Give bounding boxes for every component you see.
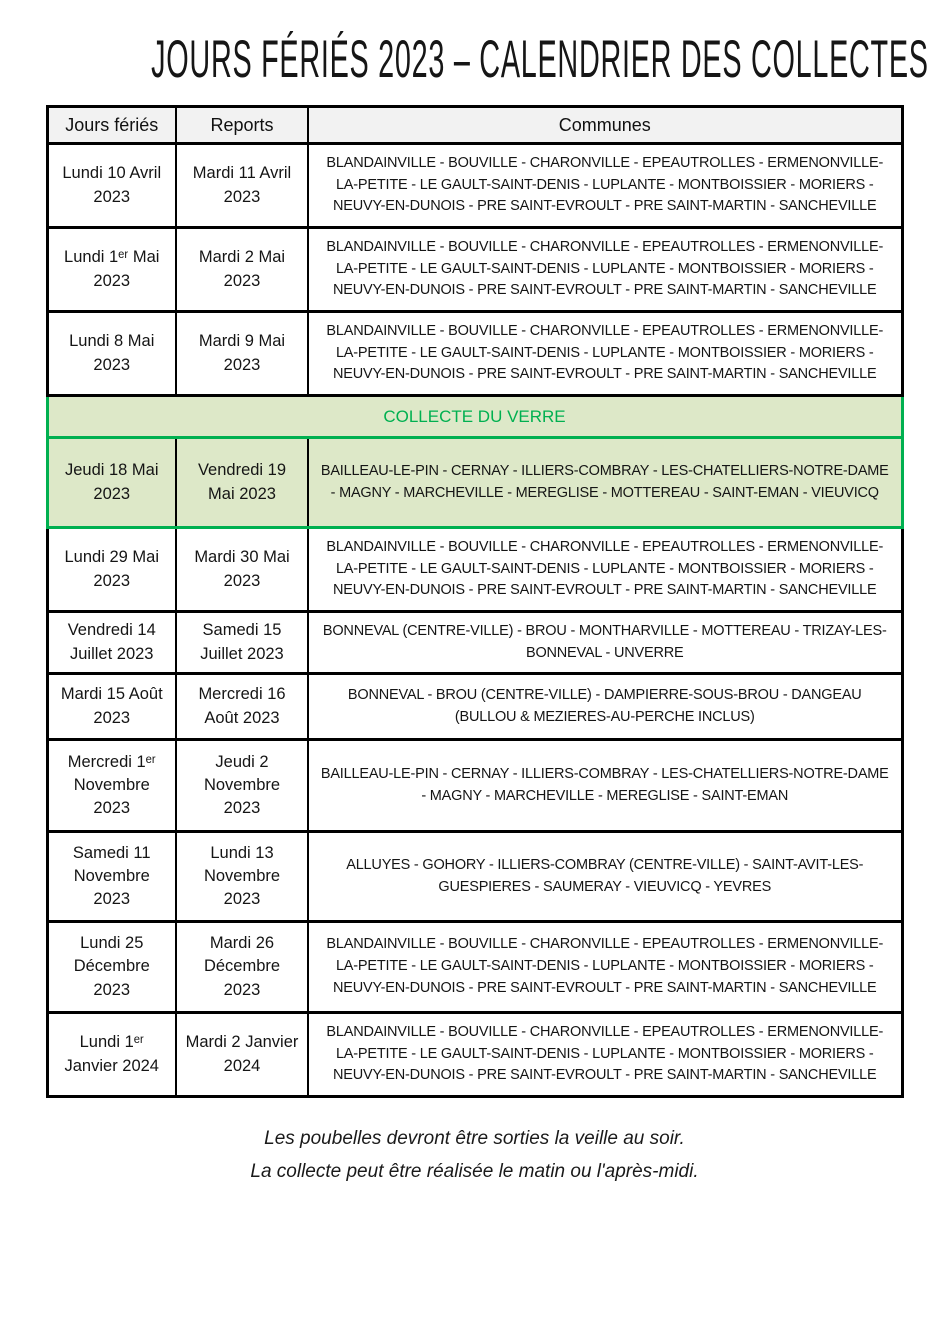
holiday-date-cell: Lundi 1ᵉʳ Mai 2023 [47,228,176,312]
holiday-date-cell: Lundi 1ᵉʳ Janvier 2024 [47,1013,176,1097]
glass-collection-banner-row [47,396,902,438]
report-date-cell: Vendredi 19 Mai 2023 [176,438,308,528]
report-date-cell: Mercredi 16 Août 2023 [176,674,308,740]
holiday-date-cell: Mardi 15 Août 2023 [47,674,176,740]
holiday-date-cell: Lundi 29 Mai 2023 [47,528,176,612]
table-header-row [47,107,902,144]
page-title: JOURS FÉRIÉS 2023 – CALENDRIER DES COLLECTES [151,30,929,89]
glass-collection-banner-label: COLLECTE DU VERRE [47,396,902,438]
glass-collection-row [47,438,902,528]
table-row [47,144,902,228]
table-row [47,832,902,922]
table-row [47,740,902,832]
footer-note [0,1122,949,1189]
title-area [0,0,949,105]
communes-cell: BONNEVAL - BROU (CENTRE-VILLE) - DAMPIERRE-SOUS-BROU - DANGEAU (BULLOU & MEZIERES-AU-PERCHE INCLUS) [308,674,902,740]
footer-note-line2: La collecte peut être réalisée le matin ou l'après-midi. [250,1161,699,1183]
holiday-date-cell: Vendredi 14 Juillet 2023 [47,612,176,674]
holiday-date-cell: Jeudi 18 Mai 2023 [47,438,176,528]
holiday-date-cell: Mercredi 1ᵉʳ Novembre 2023 [47,740,176,832]
communes-cell: BLANDAINVILLE - BOUVILLE - CHARONVILLE - EPEAUTROLLES - ERMENONVILLE-LA-PETITE - LE GAULT-SAINT-DENIS - LUPLANTE - MONTBOISSIER - MORIERS - NEUVY-EN-DUNOIS - PRE SAINT-EVROULT - PRE SAINT-MARTIN - SANCHEVILLE [308,1013,902,1097]
holiday-date-cell: Lundi 10 Avril 2023 [47,144,176,228]
communes-cell: ALLUYES - GOHORY - ILLIERS-COMBRAY (CENTRE-VILLE) - SAINT-AVIT-LES-GUESPIERES - SAUMERAY - VIEUVICQ - YEVRES [308,832,902,922]
table-row [47,228,902,312]
communes-cell: BAILLEAU-LE-PIN - CERNAY - ILLIERS-COMBRAY - LES-CHATELLIERS-NOTRE-DAME - MAGNY - MARCHEVILLE - MEREGLISE - MOTTEREAU - SAINT-EMAN - VIEUVICQ [308,438,902,528]
report-date-cell: Mardi 11 Avril 2023 [176,144,308,228]
table-row [47,312,902,396]
collection-schedule-table [46,105,904,1098]
holiday-date-cell: Lundi 8 Mai 2023 [47,312,176,396]
table-row [47,1013,902,1097]
table-row [47,922,902,1013]
communes-cell: BLANDAINVILLE - BOUVILLE - CHARONVILLE - EPEAUTROLLES - ERMENONVILLE-LA-PETITE - LE GAULT-SAINT-DENIS - LUPLANTE - MONTBOISSIER - MORIERS - NEUVY-EN-DUNOIS - PRE SAINT-EVROULT - PRE SAINT-MARTIN - SANCHEVILLE [308,922,902,1013]
holiday-date-cell: Samedi 11 Novembre 2023 [47,832,176,922]
report-date-cell: Mardi 2 Mai 2023 [176,228,308,312]
table-row [47,674,902,740]
column-header-reports: Reports [176,107,308,144]
table-row [47,612,902,674]
column-header-communes: Communes [308,107,902,144]
communes-cell: BLANDAINVILLE - BOUVILLE - CHARONVILLE - EPEAUTROLLES - ERMENONVILLE-LA-PETITE - LE GAULT-SAINT-DENIS - LUPLANTE - MONTBOISSIER - MORIERS - NEUVY-EN-DUNOIS - PRE SAINT-EVROULT - PRE SAINT-MARTIN - SANCHEVILLE [308,528,902,612]
communes-cell: BAILLEAU-LE-PIN - CERNAY - ILLIERS-COMBRAY - LES-CHATELLIERS-NOTRE-DAME - MAGNY - MARCHEVILLE - MEREGLISE - SAINT-EMAN [308,740,902,832]
communes-cell: BLANDAINVILLE - BOUVILLE - CHARONVILLE - EPEAUTROLLES - ERMENONVILLE-LA-PETITE - LE GAULT-SAINT-DENIS - LUPLANTE - MONTBOISSIER - MORIERS - NEUVY-EN-DUNOIS - PRE SAINT-EVROULT - PRE SAINT-MARTIN - SANCHEVILLE [308,144,902,228]
communes-cell: BONNEVAL (CENTRE-VILLE) - BROU - MONTHARVILLE - MOTTEREAU - TRIZAY-LES-BONNEVAL - UNVERRE [308,612,902,674]
report-date-cell: Samedi 15 Juillet 2023 [176,612,308,674]
report-date-cell: Lundi 13 Novembre 2023 [176,832,308,922]
communes-cell: BLANDAINVILLE - BOUVILLE - CHARONVILLE - EPEAUTROLLES - ERMENONVILLE-LA-PETITE - LE GAULT-SAINT-DENIS - LUPLANTE - MONTBOISSIER - MORIERS - NEUVY-EN-DUNOIS - PRE SAINT-EVROULT - PRE SAINT-MARTIN - SANCHEVILLE [308,312,902,396]
holiday-date-cell: Lundi 25 Décembre 2023 [47,922,176,1013]
communes-cell: BLANDAINVILLE - BOUVILLE - CHARONVILLE - EPEAUTROLLES - ERMENONVILLE-LA-PETITE - LE GAULT-SAINT-DENIS - LUPLANTE - MONTBOISSIER - MORIERS - NEUVY-EN-DUNOIS - PRE SAINT-EVROULT - PRE SAINT-MARTIN - SANCHEVILLE [308,228,902,312]
report-date-cell: Mardi 26 Décembre 2023 [176,922,308,1013]
table-row [47,528,902,612]
footer-note-line1: Les poubelles devront être sorties la veille au soir. [264,1128,685,1149]
report-date-cell: Mardi 2 Janvier 2024 [176,1013,308,1097]
report-date-cell: Jeudi 2 Novembre 2023 [176,740,308,832]
report-date-cell: Mardi 30 Mai 2023 [176,528,308,612]
column-header-jours-feries: Jours fériés [47,107,176,144]
report-date-cell: Mardi 9 Mai 2023 [176,312,308,396]
